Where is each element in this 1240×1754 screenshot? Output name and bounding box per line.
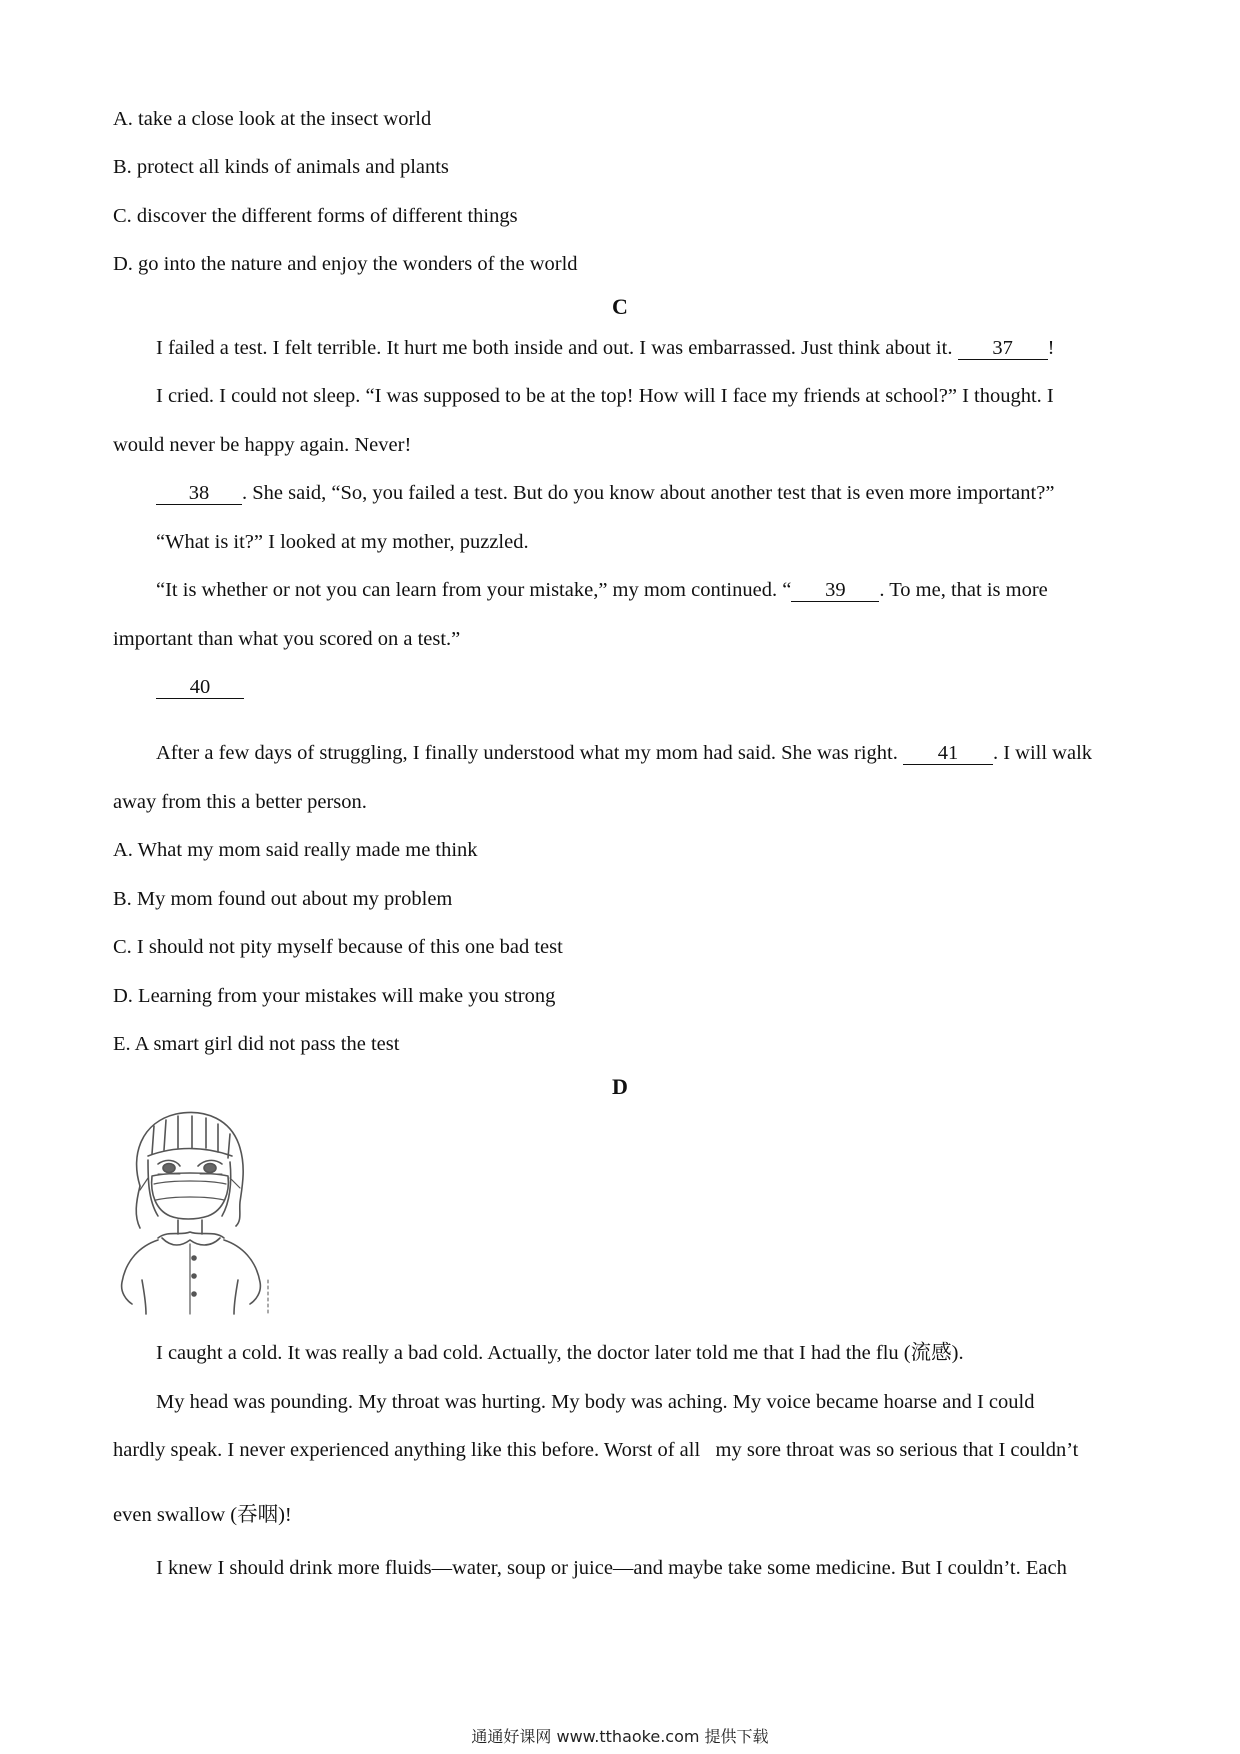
paragraph-c7 [156,740,1130,766]
paragraph-c4: “What is it?” I looked at my mother, puzzled. [156,531,529,553]
paragraph-d3: I knew I should drink more fluids—water, soup or juice—and maybe take some medicine. But I couldn’t. Each [156,1557,1067,1579]
paragraph-text: After a few days of struggling, I finally understood what my mom had said. She was right. [156,742,898,764]
paragraph-end: . To me, that is more [879,579,1048,601]
paragraph-c5-line2: important than what you scored on a test.” [113,628,461,650]
paragraph-c6 [156,674,1130,700]
option-c-d: D. Learning from your mistakes will make you strong [113,985,556,1007]
option-c-c: C. I should not pity myself because of this one bad test [113,936,563,958]
section-heading-c: C [612,294,628,319]
paragraph-c3 [156,480,1130,506]
paragraph-d2-line1: My head was pounding. My throat was hurting. My body was aching. My voice became hoarse and I could [156,1391,1035,1413]
masked-girl-illustration [118,1104,274,1316]
answer-blank-38[interactable]: 38 [156,482,242,505]
option-c-e: E. A smart girl did not pass the test [113,1033,400,1055]
footer-source: 通通好课网 www.tthaoke.com 提供下载 [471,1727,769,1746]
answer-blank-37[interactable]: 37 [958,337,1048,360]
paragraph-d2-line2: hardly speak. I never experienced anything like this before. Worst of all my sore throat was so serious that I couldn’t [113,1439,1079,1461]
answer-blank-40[interactable]: 40 [156,676,244,699]
option-c-a: A. What my mom said really made me think [113,839,478,861]
paragraph-end: ! [1047,337,1055,359]
paragraph-text: “It is whether or not you can learn from your mistake,” my mom continued. “ [156,579,792,601]
answer-blank-41[interactable]: 41 [903,742,993,765]
paragraph-d1: I caught a cold. It was really a bad cold. Actually, the doctor later told me that I had the flu (流感). [156,1342,964,1364]
option-d: D. go into the nature and enjoy the wonders of the world [113,253,578,275]
paragraph-c2-line1: I cried. I could not sleep. “I was supposed to be at the top! How will I face my friends at school?” I thought. I [156,385,1054,407]
paragraph-c1 [156,335,1130,361]
option-c: C. discover the different forms of different things [113,205,518,227]
paragraph-text: . She said, “So, you failed a test. But do you know about another test that is even more important?” [242,482,1055,504]
paragraph-c2-line2: would never be happy again. Never! [113,434,412,456]
paragraph-text: I failed a test. I felt terrible. It hurt me both inside and out. I was embarrassed. Just think about it. [156,337,953,359]
option-b: B. protect all kinds of animals and plants [113,156,449,178]
paragraph-c7-line2: away from this a better person. [113,791,367,813]
paragraph-d2-line3: even swallow (吞咽)! [113,1504,292,1526]
paragraph-end: . I will walk [992,742,1093,764]
answer-blank-39[interactable]: 39 [791,579,879,602]
option-a: A. take a close look at the insect world [113,108,432,130]
section-heading-d: D [612,1074,628,1099]
paragraph-c5 [156,577,1130,603]
option-c-b: B. My mom found out about my problem [113,888,453,910]
